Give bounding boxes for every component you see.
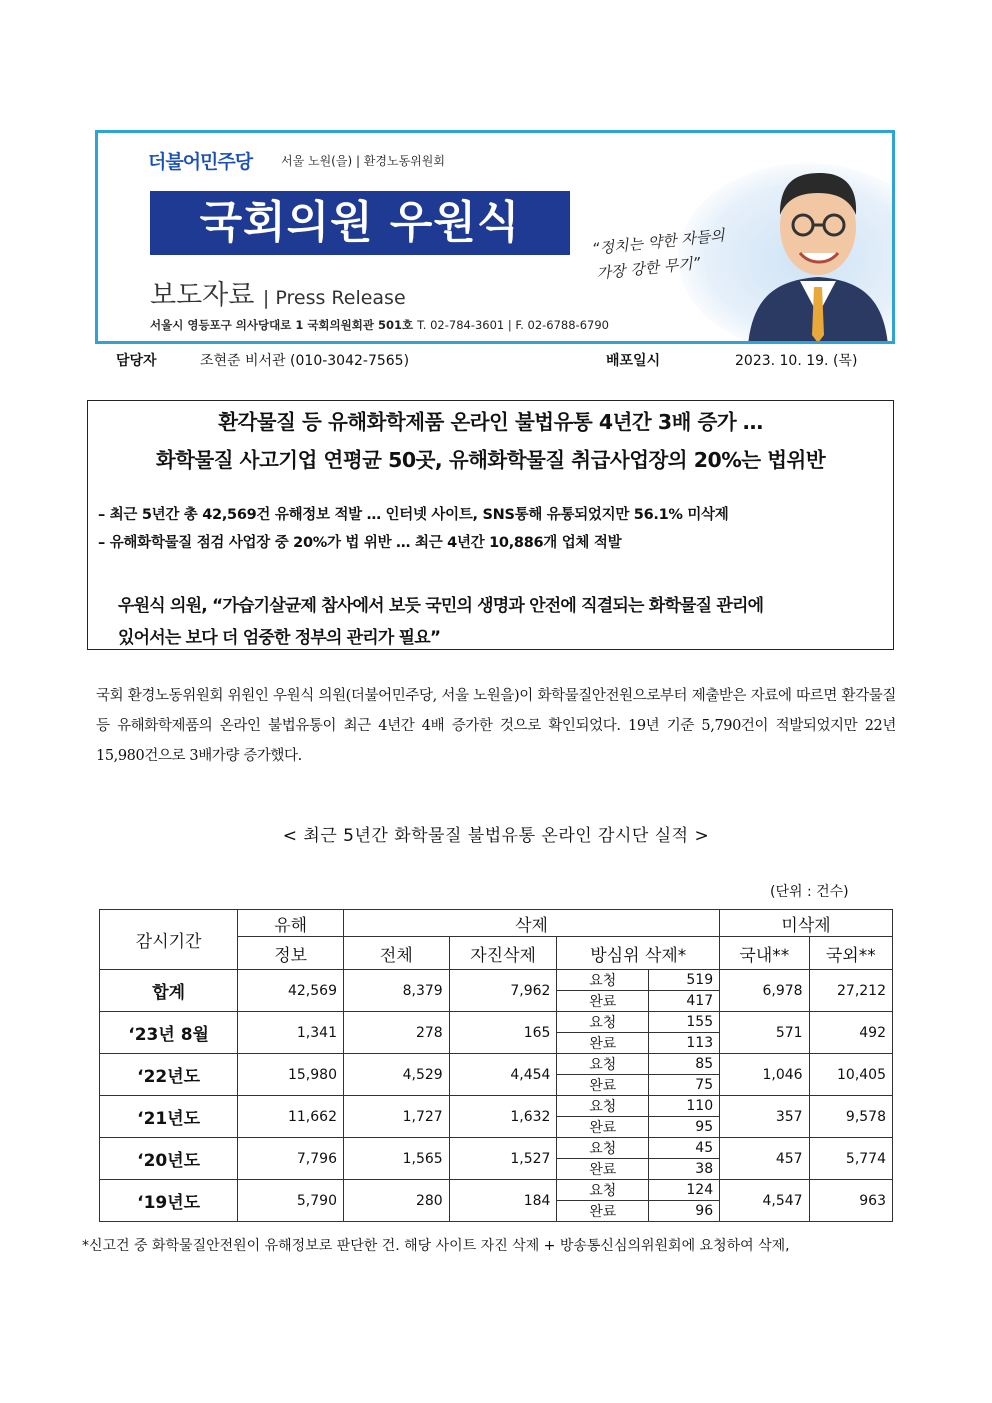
slogan-line-1: “정치는 약한 자들의	[591, 226, 726, 258]
row-label: 합계	[100, 970, 238, 1012]
cell-info: 1,341	[238, 1012, 344, 1054]
row-label: ‘20년도	[100, 1138, 238, 1180]
cell-foreign: 5,774	[809, 1138, 892, 1180]
press-label-en: | Press Release	[262, 287, 406, 309]
cell-info: 42,569	[238, 970, 344, 1012]
header-info-1: 유해	[238, 910, 344, 937]
cell-done: 113	[648, 1033, 719, 1054]
cell-self-delete: 165	[449, 1012, 557, 1054]
address-contact: T. 02-784-3601 | F. 02-6788-6790	[417, 318, 609, 332]
cell-done-label: 완료	[557, 991, 649, 1012]
cell-done: 95	[648, 1117, 719, 1138]
header-total: 전체	[343, 937, 449, 970]
row-label: ‘19년도	[100, 1180, 238, 1222]
cell-total: 8,379	[343, 970, 449, 1012]
cell-request-label: 요청	[557, 1054, 649, 1075]
header-self-delete: 자진삭제	[449, 937, 557, 970]
district-committee: 서울 노원(을) | 환경노동위원회	[281, 154, 445, 168]
cell-total: 280	[343, 1180, 449, 1222]
press-release-label	[150, 273, 406, 312]
address-text: 서울시 영등포구 의사당대로 1 국회의원회관 501호	[150, 318, 414, 332]
cell-request-label: 요청	[557, 970, 649, 991]
cell-foreign: 492	[809, 1012, 892, 1054]
cell-done: 96	[648, 1201, 719, 1222]
row-label: ‘23년 8월	[100, 1012, 238, 1054]
cell-done-label: 완료	[557, 1033, 649, 1054]
cell-foreign: 10,405	[809, 1054, 892, 1096]
contact-label: 담당자	[116, 353, 157, 369]
cell-done: 75	[648, 1075, 719, 1096]
cell-request-label: 요청	[557, 1012, 649, 1033]
table-body	[100, 970, 893, 1222]
headline-line-2: 화학물질 사고기업 연평균 50곳, 유해화학물질 취급사업장의 20%는 법위반	[155, 448, 826, 472]
row-label: ‘22년도	[100, 1054, 238, 1096]
headline-box	[87, 400, 894, 650]
cell-foreign: 9,578	[809, 1096, 892, 1138]
cell-request-label: 요청	[557, 1138, 649, 1159]
cell-self-delete: 7,962	[449, 970, 557, 1012]
contact-person: 조현준 비서관 (010-3042-7565)	[200, 353, 410, 369]
cell-request-label: 요청	[557, 1096, 649, 1117]
footnote: *신고건 중 화학물질안전원이 유해정보로 판단한 건. 해당 사이트 자진 삭제 + 방송통신심의위원회에 요청하여 삭제,	[82, 1238, 790, 1254]
cell-domestic: 571	[720, 1012, 809, 1054]
cell-domestic: 357	[720, 1096, 809, 1138]
table-row	[100, 970, 893, 991]
release-date: 2023. 10. 19. (목)	[735, 353, 858, 369]
press-label-ko: 보도자료	[150, 280, 255, 311]
summary-bullet-1: – 최근 5년간 총 42,569건 유해정보 적발 … 인터넷 사이트, SNS통해 유통되었지만 56.1% 미삭제	[98, 507, 729, 523]
cell-total: 1,565	[343, 1138, 449, 1180]
monitoring-results-table	[99, 909, 893, 1222]
cell-done-label: 완료	[557, 1159, 649, 1180]
table-row	[100, 1180, 893, 1201]
cell-total: 278	[343, 1012, 449, 1054]
cell-domestic: 6,978	[720, 970, 809, 1012]
cell-total: 1,727	[343, 1096, 449, 1138]
header-not-deleted: 미삭제	[720, 910, 893, 937]
page-title: 국회의원 우원식	[150, 191, 570, 255]
cell-foreign: 963	[809, 1180, 892, 1222]
table-row	[100, 1012, 893, 1033]
table-row	[100, 1138, 893, 1159]
cell-self-delete: 184	[449, 1180, 557, 1222]
portrait-photo	[738, 145, 895, 344]
header-domestic: 국내**	[720, 937, 809, 970]
quote-line-1: 우원식 의원, “가습기살균제 참사에서 보듯 국민의 생명과 안전에 직결되는 화학물질 관리에	[118, 596, 764, 616]
cell-domestic: 1,046	[720, 1054, 809, 1096]
cell-done: 417	[648, 991, 719, 1012]
date-label: 배포일시	[606, 353, 661, 369]
party-logo: 더불어민주당	[148, 151, 253, 173]
press-release-banner	[95, 130, 895, 344]
cell-info: 5,790	[238, 1180, 344, 1222]
summary-bullet-2: – 유해화학물질 점검 사업장 중 20%가 법 위반 … 최근 4년간 10,886개 업체 적발	[98, 535, 622, 551]
cell-request: 85	[648, 1054, 719, 1075]
table-row	[100, 1054, 893, 1075]
quote-line-2: 있어서는 보다 더 엄중한 정부의 관리가 필요”	[118, 628, 441, 648]
cell-self-delete: 4,454	[449, 1054, 557, 1096]
cell-request: 155	[648, 1012, 719, 1033]
cell-request-label: 요청	[557, 1180, 649, 1201]
table-row	[100, 1096, 893, 1117]
headline-line-1: 환각물질 등 유해화학제품 온라인 불법유통 4년간 3배 증가 …	[218, 410, 763, 434]
cell-done-label: 완료	[557, 1201, 649, 1222]
cell-request: 519	[648, 970, 719, 991]
cell-request: 45	[648, 1138, 719, 1159]
body-paragraph: 국회 환경노동위원회 위원인 우원식 의원(더불어민주당, 서울 노원을)이 화학물질안전원으로부터 제출받은 자료에 따르면 환각물질 등 유해화학제품의 온라인 불법유통이 최근 4년간 4배 증가한 것으로 확인되었다. 19년 기준 5,790건이 적발되었지만 22년 15,980건으로 3배가량 증가했다.	[96, 688, 896, 764]
cell-info: 15,980	[238, 1054, 344, 1096]
slogan-line-2: 가장 강한 무기”	[595, 253, 702, 283]
cell-done-label: 완료	[557, 1117, 649, 1138]
office-address	[150, 317, 609, 333]
cell-info: 7,796	[238, 1138, 344, 1180]
header-foreign: 국외**	[809, 937, 892, 970]
table-unit: (단위 : 건수)	[770, 884, 849, 900]
cell-foreign: 27,212	[809, 970, 892, 1012]
cell-request: 110	[648, 1096, 719, 1117]
cell-domestic: 457	[720, 1138, 809, 1180]
cell-domestic: 4,547	[720, 1180, 809, 1222]
cell-done-label: 완료	[557, 1075, 649, 1096]
cell-total: 4,529	[343, 1054, 449, 1096]
table-title: < 최근 5년간 화학물질 불법유통 온라인 감시단 실적 >	[282, 826, 710, 846]
header-period: 감시기간	[100, 910, 238, 970]
cell-self-delete: 1,632	[449, 1096, 557, 1138]
header-delete: 삭제	[343, 910, 719, 937]
header-kcsc-delete: 방심위 삭제*	[557, 937, 720, 970]
cell-info: 11,662	[238, 1096, 344, 1138]
cell-self-delete: 1,527	[449, 1138, 557, 1180]
cell-done: 38	[648, 1159, 719, 1180]
cell-request: 124	[648, 1180, 719, 1201]
header-info-2: 정보	[238, 937, 344, 970]
row-label: ‘21년도	[100, 1096, 238, 1138]
